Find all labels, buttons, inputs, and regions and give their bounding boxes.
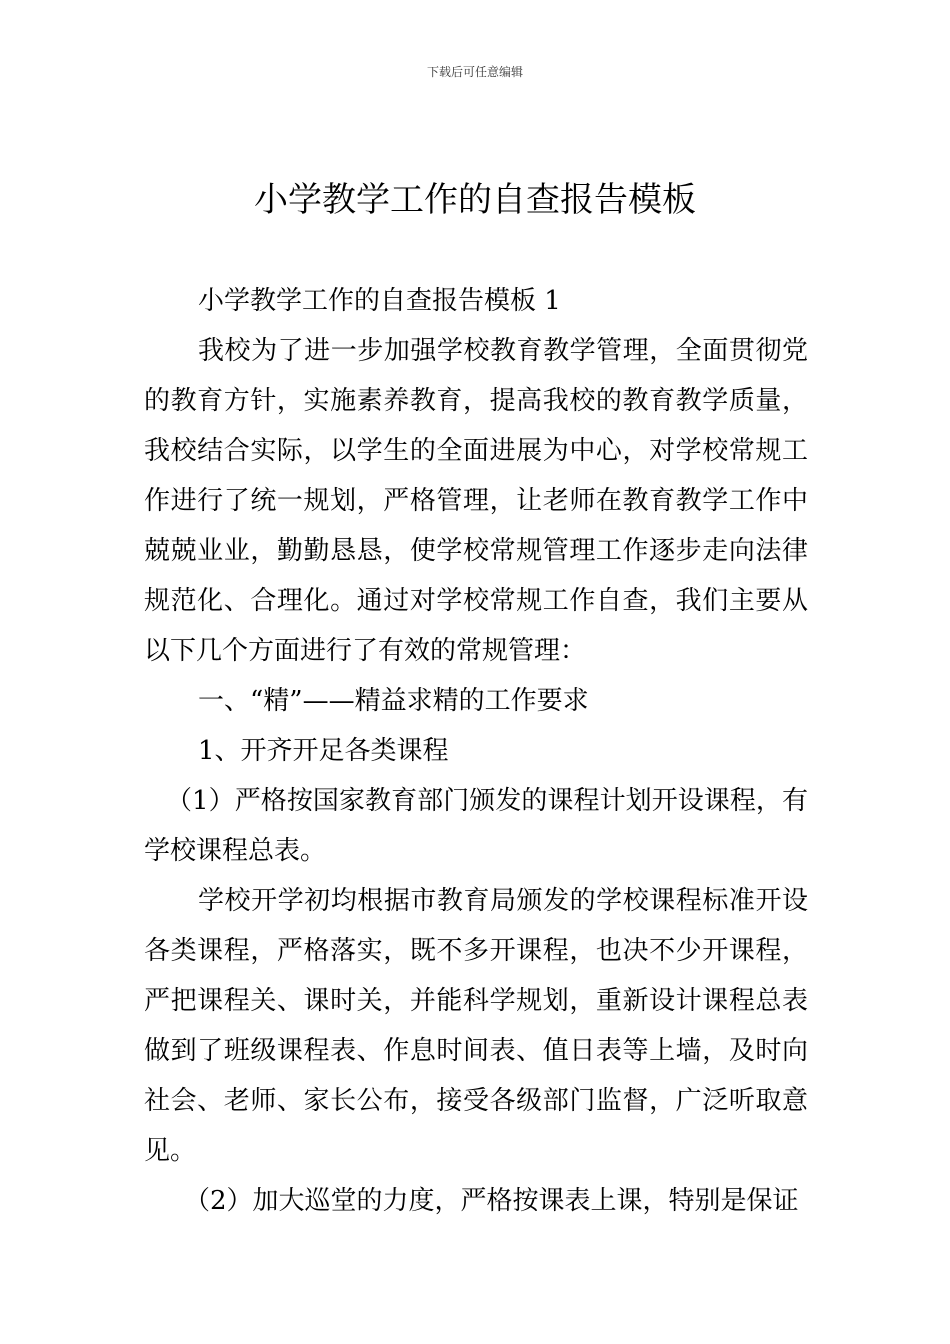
body-paragraph: 我校为了进一步加强学校教育教学管理，全面贯彻党的教育方针，实施素养教育，提高我校的教育教学质量，我校结合实际，以学生的全面进展为中心，对学校常规工作进行了统一规划，严格管理，让老师在教育教学工作中兢兢业业，勤勤恳恳，使学校常规管理工作逐步走向法律规范化、合理化。通过对学校常规工作自查，我们主要从以下几个方面进行了有效的常规管理： bbox=[144, 336, 808, 666]
header-note: 下载后可任意编辑 bbox=[426, 65, 523, 79]
body-paragraph: （2）加大巡堂的力度，严格按课表上课，特别是保证 bbox=[184, 1186, 799, 1216]
list-heading: 1、开齐开足各类课程 bbox=[198, 736, 449, 766]
subsection-heading: 一、“精”——精益求精的工作要求 bbox=[198, 686, 589, 716]
body-paragraph: （1）严格按国家教育部门颁发的课程计划开设课程，有学校课程总表。 bbox=[144, 786, 808, 866]
document-body bbox=[144, 276, 808, 1226]
document-title: 小学教学工作的自查报告模板 bbox=[254, 180, 696, 220]
section-heading: 小学教学工作的自查报告模板 1 bbox=[198, 286, 561, 316]
body-paragraph: 学校开学初均根据市教育局颁发的学校课程标准开设各类课程，严格落实，既不多开课程，也决不少开课程，严把课程关、课时关，并能科学规划，重新设计课程总表做到了班级课程表、作息时间表、值日表等上墙，及时向社会、老师、家长公布，接受各级部门监督，广泛听取意见。 bbox=[144, 886, 808, 1166]
